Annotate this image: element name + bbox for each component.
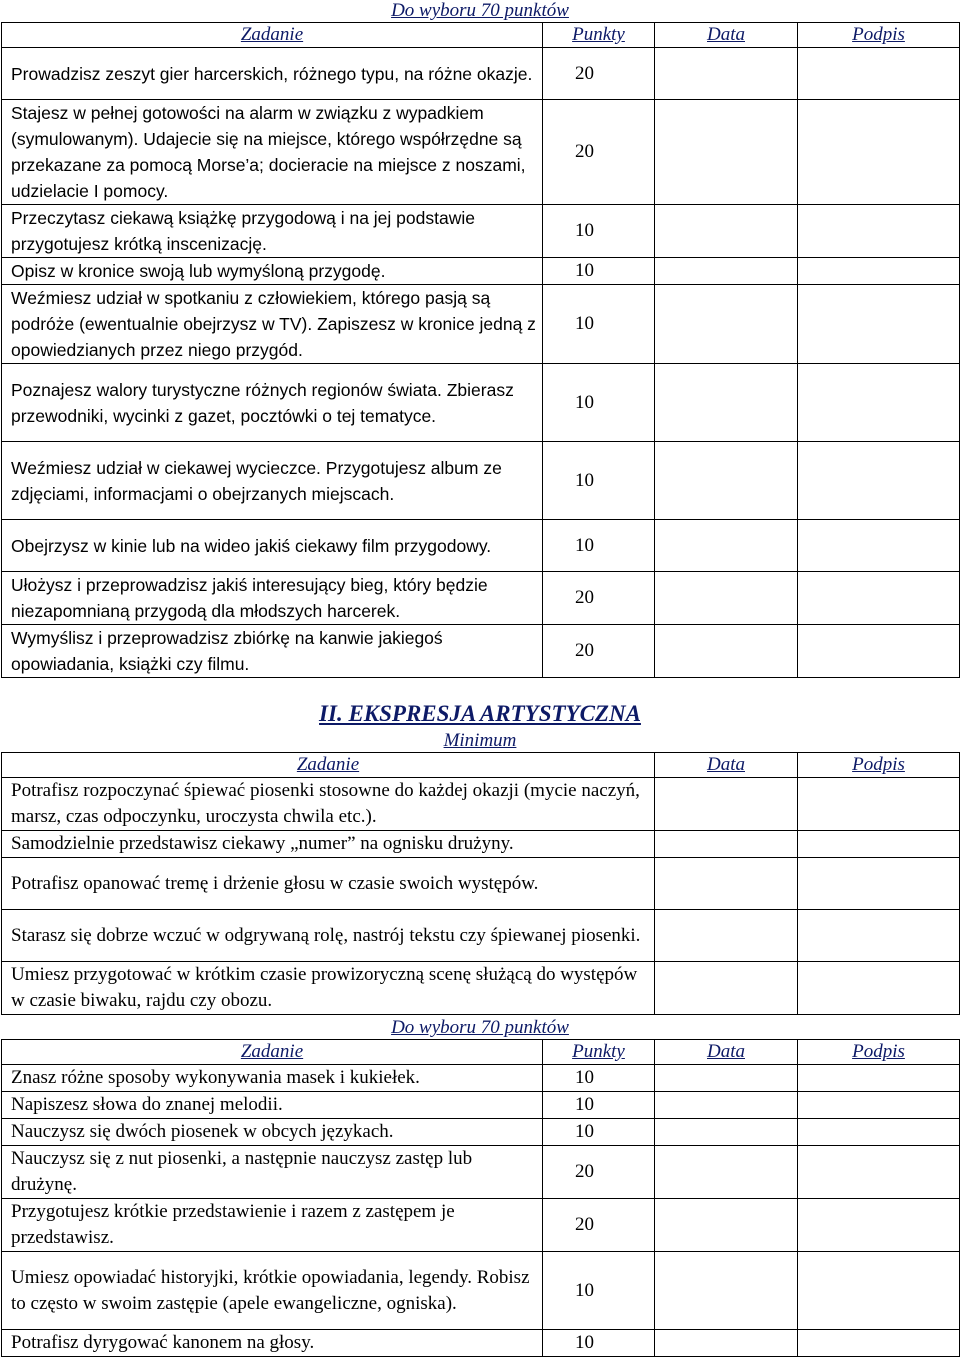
points-cell: 10 xyxy=(543,1092,655,1119)
date-cell[interactable] xyxy=(655,910,798,962)
table-minimum xyxy=(1,752,960,1015)
table-row xyxy=(2,962,960,1015)
date-cell[interactable] xyxy=(655,1119,798,1146)
date-cell[interactable] xyxy=(655,858,798,910)
sign-cell[interactable] xyxy=(798,910,960,962)
task-cell: Stajesz w pełnej gotowości na alarm w związku z wypadkiem (symulowanym). Udajecie się na miejsce, którego współrzędne są przekazane za pomocą Morse’a; docieracie na miejsce z noszami, udzielacie I pomocy. xyxy=(2,100,543,205)
table-row xyxy=(2,442,960,520)
date-cell[interactable] xyxy=(655,1330,798,1357)
sign-cell[interactable] xyxy=(798,625,960,678)
sign-cell[interactable] xyxy=(798,100,960,205)
date-cell[interactable] xyxy=(655,962,798,1015)
table-header-row xyxy=(2,1040,960,1065)
sign-cell[interactable] xyxy=(798,778,960,831)
header-task: Zadanie xyxy=(2,753,655,778)
points-cell: 10 xyxy=(543,364,655,442)
sign-cell[interactable] xyxy=(798,520,960,572)
task-cell: Nauczysz się dwóch piosenek w obcych językach. xyxy=(2,1119,543,1146)
table-choice-artistic xyxy=(1,1039,960,1357)
points-cell: 10 xyxy=(543,1330,655,1357)
sign-cell[interactable] xyxy=(798,285,960,364)
header-date: Data xyxy=(655,1040,798,1065)
sign-cell[interactable] xyxy=(798,572,960,625)
header-sign: Podpis xyxy=(798,1040,960,1065)
date-cell[interactable] xyxy=(655,625,798,678)
caption-choice-70: Do wyboru 70 punktów xyxy=(391,0,569,21)
table-row xyxy=(2,258,960,285)
date-cell[interactable] xyxy=(655,285,798,364)
date-cell[interactable] xyxy=(655,364,798,442)
date-cell[interactable] xyxy=(655,520,798,572)
sign-cell[interactable] xyxy=(798,962,960,1015)
sign-cell[interactable] xyxy=(798,1119,960,1146)
task-cell: Wymyślisz i przeprowadzisz zbiórkę na kanwie jakiegoś opowiadania, książki czy filmu. xyxy=(2,625,543,678)
table-row xyxy=(2,778,960,831)
task-cell: Umiesz opowiadać historyjki, krótkie opowiadania, legendy. Robisz to często w swoim zastępie (apele ewangeliczne, ogniska). xyxy=(2,1252,543,1330)
caption-minimum: Minimum xyxy=(443,730,517,751)
sign-cell[interactable] xyxy=(798,442,960,520)
header-date: Data xyxy=(655,753,798,778)
points-cell: 20 xyxy=(543,100,655,205)
table-row xyxy=(2,1330,960,1357)
task-cell: Ułożysz i przeprowadzisz jakiś interesujący bieg, który będzie niezapomnianą przygodą dla młodszych harcerek. xyxy=(2,572,543,625)
points-cell: 20 xyxy=(543,48,655,100)
table-choice-adventure xyxy=(1,22,960,678)
table-row xyxy=(2,572,960,625)
task-cell: Potrafisz rozpoczynać śpiewać piosenki stosowne do każdej okazji (mycie naczyń, marsz, czas odpoczynku, uroczysta chwila etc.). xyxy=(2,778,655,831)
header-task: Zadanie xyxy=(2,23,543,48)
date-cell[interactable] xyxy=(655,1252,798,1330)
date-cell[interactable] xyxy=(655,1146,798,1199)
header-date: Data xyxy=(655,23,798,48)
task-cell: Samodzielnie przedstawisz ciekawy „numer” na ognisku drużyny. xyxy=(2,831,655,858)
task-cell: Opisz w kronice swoją lub wymyśloną przygodę. xyxy=(2,258,543,285)
sign-cell[interactable] xyxy=(798,831,960,858)
points-cell: 20 xyxy=(543,1146,655,1199)
header-points: Punkty xyxy=(543,1040,655,1065)
table-row xyxy=(2,1146,960,1199)
table-row xyxy=(2,1065,960,1092)
date-cell[interactable] xyxy=(655,442,798,520)
task-cell: Napiszesz słowa do znanej melodii. xyxy=(2,1092,543,1119)
header-sign: Podpis xyxy=(798,753,960,778)
sign-cell[interactable] xyxy=(798,1146,960,1199)
sign-cell[interactable] xyxy=(798,48,960,100)
points-cell: 10 xyxy=(543,258,655,285)
points-cell: 20 xyxy=(543,1199,655,1252)
date-cell[interactable] xyxy=(655,831,798,858)
table-header-row xyxy=(2,23,960,48)
date-cell[interactable] xyxy=(655,1199,798,1252)
points-cell: 10 xyxy=(543,442,655,520)
table-row xyxy=(2,1252,960,1330)
sign-cell[interactable] xyxy=(798,1252,960,1330)
table-header-row xyxy=(2,753,960,778)
task-cell: Potrafisz dyrygować kanonem na głosy. xyxy=(2,1330,543,1357)
date-cell[interactable] xyxy=(655,1065,798,1092)
points-cell: 10 xyxy=(543,285,655,364)
header-sign: Podpis xyxy=(798,23,960,48)
sign-cell[interactable] xyxy=(798,205,960,258)
points-cell: 20 xyxy=(543,572,655,625)
sign-cell[interactable] xyxy=(798,258,960,285)
date-cell[interactable] xyxy=(655,100,798,205)
task-cell: Przygotujesz krótkie przedstawienie i razem z zastępem je przedstawisz. xyxy=(2,1199,543,1252)
task-cell: Znasz różne sposoby wykonywania masek i kukiełek. xyxy=(2,1065,543,1092)
header-points: Punkty xyxy=(543,23,655,48)
date-cell[interactable] xyxy=(655,1092,798,1119)
caption-choice-70: Do wyboru 70 punktów xyxy=(391,1017,569,1038)
date-cell[interactable] xyxy=(655,205,798,258)
date-cell[interactable] xyxy=(655,258,798,285)
sign-cell[interactable] xyxy=(798,1330,960,1357)
table-row xyxy=(2,625,960,678)
task-cell: Starasz się dobrze wczuć w odgrywaną rolę, nastrój tekstu czy śpiewanej piosenki. xyxy=(2,910,655,962)
task-cell: Weźmiesz udział w ciekawej wycieczce. Przygotujesz album ze zdjęciami, informacjami o obejrzanych miejscach. xyxy=(2,442,543,520)
sign-cell[interactable] xyxy=(798,1065,960,1092)
table-row xyxy=(2,858,960,910)
points-cell: 10 xyxy=(543,1252,655,1330)
task-cell: Weźmiesz udział w spotkaniu z człowiekiem, którego pasją są podróże (ewentualnie obejrzysz w TV). Zapiszesz w kronice jedną z opowiedzianych przez niego przygód. xyxy=(2,285,543,364)
task-cell: Nauczysz się z nut piosenki, a następnie nauczysz zastęp lub drużynę. xyxy=(2,1146,543,1199)
task-cell: Potrafisz opanować tremę i drżenie głosu w czasie swoich występów. xyxy=(2,858,655,910)
table-row xyxy=(2,205,960,258)
task-cell: Prowadzisz zeszyt gier harcerskich, różnego typu, na różne okazje. xyxy=(2,48,543,100)
section-choice-adventure xyxy=(0,0,960,678)
date-cell[interactable] xyxy=(655,778,798,831)
task-cell: Poznajesz walory turystyczne różnych regionów świata. Zbierasz przewodniki, wycinki z gazet, pocztówki o tej tematyce. xyxy=(2,364,543,442)
table-row xyxy=(2,100,960,205)
points-cell: 10 xyxy=(543,205,655,258)
task-cell: Obejrzysz w kinie lub na wideo jakiś ciekawy film przygodowy. xyxy=(2,520,543,572)
sign-cell[interactable] xyxy=(798,364,960,442)
table-row xyxy=(2,520,960,572)
table-row xyxy=(2,831,960,858)
table-row xyxy=(2,1199,960,1252)
date-cell[interactable] xyxy=(655,48,798,100)
sign-cell[interactable] xyxy=(798,858,960,910)
section-title: II. EKSPRESJA ARTYSTYCZNA xyxy=(319,701,641,726)
table-row xyxy=(2,1119,960,1146)
sign-cell[interactable] xyxy=(798,1092,960,1119)
sign-cell[interactable] xyxy=(798,1199,960,1252)
header-task: Zadanie xyxy=(2,1040,543,1065)
table-row xyxy=(2,364,960,442)
task-cell: Przeczytasz ciekawą książkę przygodową i na jej podstawie przygotujesz krótką inscenizację. xyxy=(2,205,543,258)
date-cell[interactable] xyxy=(655,572,798,625)
points-cell: 10 xyxy=(543,1119,655,1146)
task-cell: Umiesz przygotować w krótkim czasie prowizoryczną scenę służącą do występów w czasie biwaku, rajdu czy obozu. xyxy=(2,962,655,1015)
section-artistic-expression xyxy=(0,700,960,1357)
table-row xyxy=(2,910,960,962)
points-cell: 10 xyxy=(543,520,655,572)
table-row xyxy=(2,1092,960,1119)
table-row xyxy=(2,285,960,364)
points-cell: 20 xyxy=(543,625,655,678)
points-cell: 10 xyxy=(543,1065,655,1092)
table-row xyxy=(2,48,960,100)
